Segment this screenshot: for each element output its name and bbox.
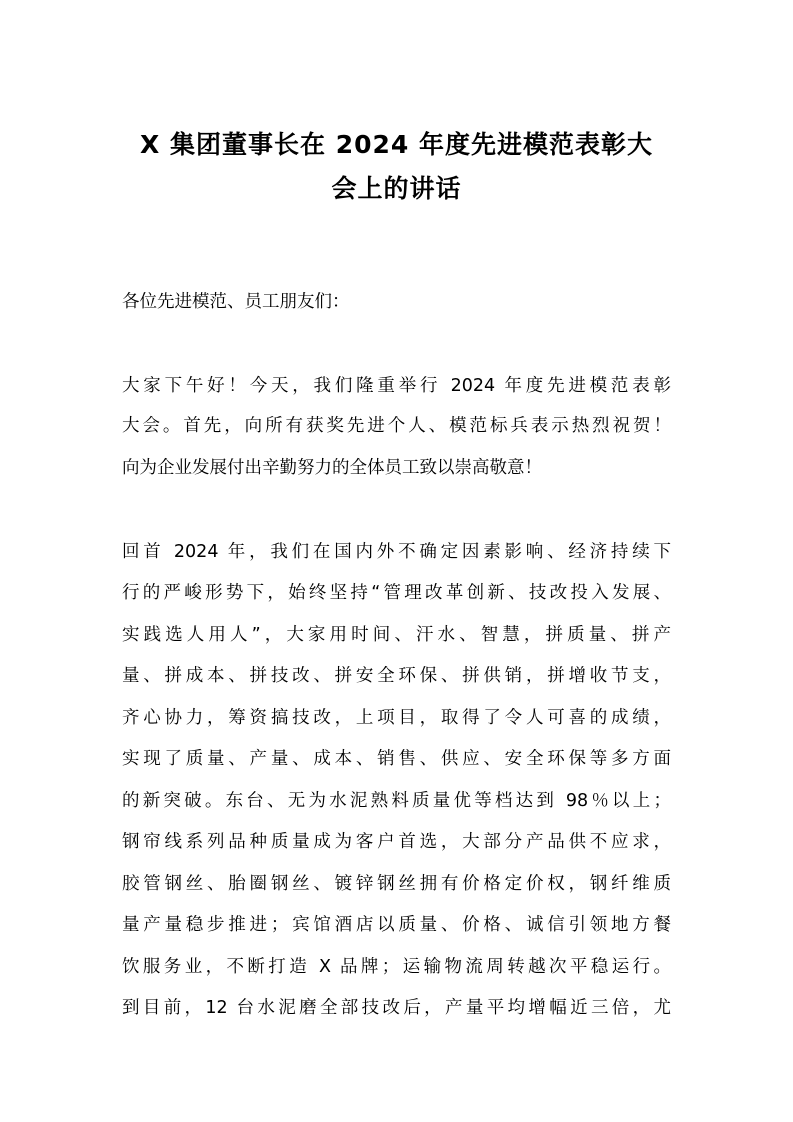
paragraph-2-line: 到目前，12 台水泥磨全部技改后，产量平均增幅近三倍，尤 <box>122 998 671 1018</box>
document-title-line-2: 会上的讲话 <box>331 174 462 203</box>
paragraph-2-line: 实现了质量、产量、成本、销售、供应、安全环保等多方面 <box>122 749 671 769</box>
paragraph-2-line: 钢帘线系列品种质量成为客户首选，大部分产品供不应求， <box>122 832 671 852</box>
document-title-line-1: X 集团董事长在 2024 年度先进模范表彰大 <box>140 130 653 159</box>
paragraph-1-line: 向为企业发展付出辛勤努力的全体员工致以崇高敬意！ <box>122 458 542 478</box>
paragraph-2-line: 饮服务业，不断打造 X 品牌；运输物流周转越次平稳运行。 <box>122 957 671 977</box>
paragraph-2-line: 量产量稳步推进；宾馆酒店以质量、价格、诚信引领地方餐 <box>122 915 671 935</box>
salutation: 各位先进模范、员工朋友们： <box>122 292 350 312</box>
paragraph-2-line: 实践选人用人”，大家用时间、汗水、智慧，拼质量、拼产 <box>122 625 671 645</box>
paragraph-2-line: 的新突破。东台、无为水泥熟料质量优等档达到 98％以上； <box>122 791 671 811</box>
paragraph-2-line: 行的严峻形势下，始终坚持“管理改革创新、技改投入发展、 <box>122 583 671 603</box>
paragraph-2-line: 回首 2024 年，我们在国内外不确定因素影响、经济持续下 <box>122 542 671 562</box>
paragraph-1-line: 大会。首先，向所有获奖先进个人、模范标兵表示热烈祝贺！ <box>122 416 671 436</box>
paragraph-2-line: 齐心协力，筹资搞技改，上项目，取得了令人可喜的成绩， <box>122 708 671 728</box>
paragraph-2-line: 胶管钢丝、胎圈钢丝、镀锌钢丝拥有价格定价权，钢纤维质 <box>122 874 671 894</box>
paragraph-2-line: 量、拼成本、拼技改、拼安全环保、拼供销，拼增收节支， <box>122 666 671 686</box>
paragraph-1-line: 大家下午好！今天，我们隆重举行 2024 年度先进模范表彰 <box>122 376 671 396</box>
